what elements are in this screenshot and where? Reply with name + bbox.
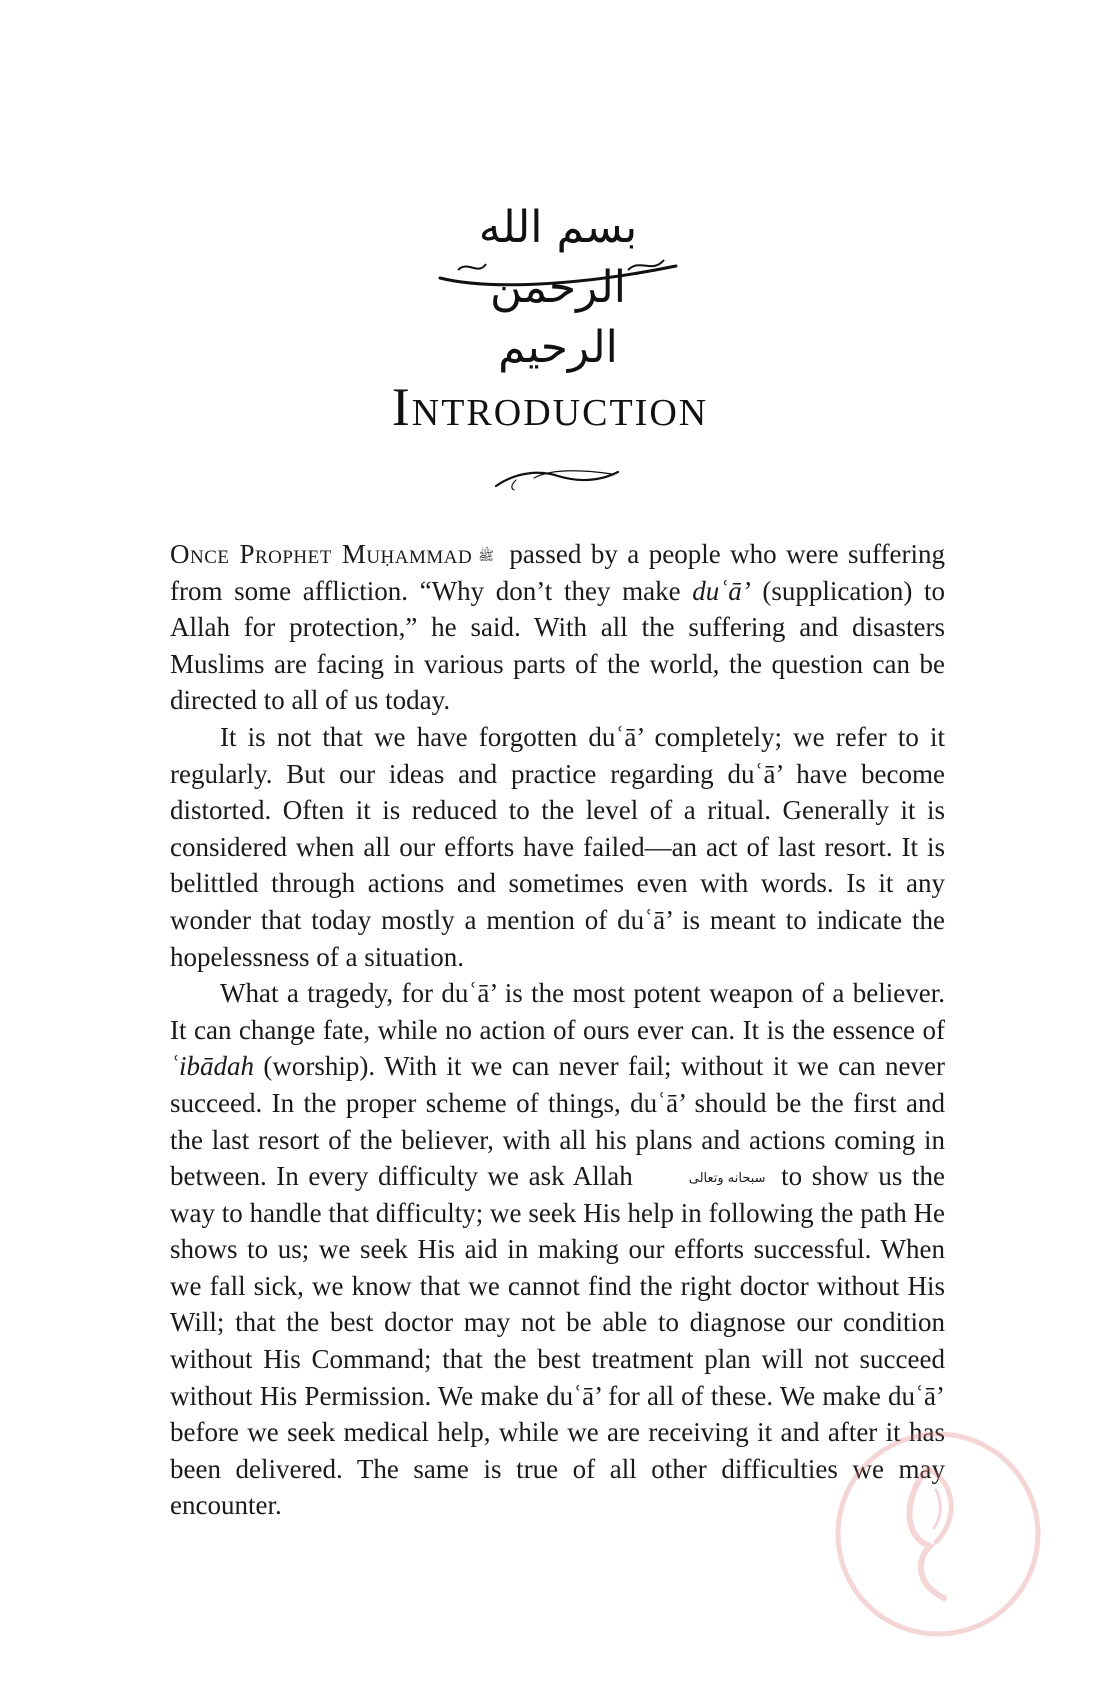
paragraph-1 — [170, 536, 945, 719]
paragraph-text: (supplication) to Allah for protection,” he said. With all the suffering and disasters Muslims are facing in various parts of the world, the question can be directed to all of us today. — [170, 575, 945, 716]
opening-small-caps: Once Prophet Muḥammad — [170, 539, 473, 569]
basmala-calligraphy — [428, 190, 688, 373]
chapter-title: Introduction — [391, 377, 709, 437]
italic-term: ʿibādah — [170, 1051, 254, 1082]
publisher-logo-watermark-icon — [832, 1428, 1044, 1640]
paragraph-text: What a tragedy, for duʿā’ is the most potent weapon of a believer. It can change fate, while no action of ours ever can. It is the essence of — [170, 978, 945, 1045]
paragraph-text: (worship). With it we can never fail; without it we can never succeed. In the proper scheme of things, duʿā’ should be the first and the last resort of the believer, with all his plans and actions coming in between. In every difficulty we ask Allah — [170, 1051, 945, 1192]
basmala-text: بسم الله الرحمن الرحيم — [478, 202, 638, 373]
italic-term: duʿā’ — [692, 575, 751, 606]
paragraph-3 — [170, 975, 945, 1524]
paragraph-text: passed by a people who were suffering from some affliction. “Why don’t they make — [170, 539, 946, 606]
honorific-glyph: سبحانه وتعالى — [688, 1170, 766, 1186]
paragraph-text: to show us the way to handle that difficulty; we seek His help in following the path He shows to us; we seek His aid in making our efforts successful. When we fall sick, we know that we cannot find the right doctor without His Will; that the best doctor may not be able to diagnose our condition without His Command; that the best treatment plan will not succeed without His Permission. We make duʿā’ for all of these. We make duʿā’ before we seek medical help, while we are receiving it and after it has been delivered. The same is true of all other difficulties we may encounter. — [170, 1161, 946, 1521]
body-text — [170, 536, 945, 1524]
paragraph-2: It is not that we have forgotten duʿā’ completely; we refer to it regularly. But our ideas and practice regarding duʿā’ have become distorted. Often it is reduced to the level of a ritual. Generally it is considered when all our efforts have failed—an act of last resort. It is belittled through actions and sometimes even with words. Is it any wonder that today mostly a mention of duʿā’ is meant to indicate the hopelessness of a situation. — [170, 721, 945, 972]
flourish-divider-icon — [494, 464, 620, 494]
salutation-glyph: ﷺ — [478, 548, 494, 564]
calligraphy-flourish-icon — [428, 190, 688, 300]
